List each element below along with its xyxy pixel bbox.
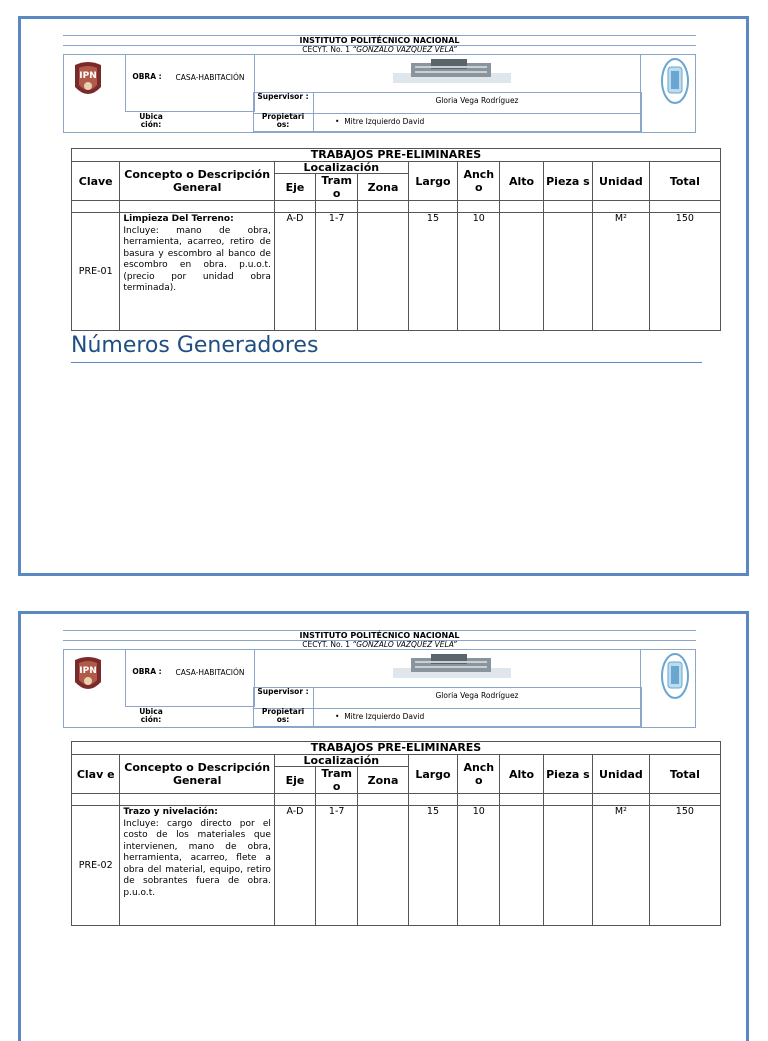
supervisor-label: Supervisor : <box>257 687 309 696</box>
row-total: 150 <box>649 806 720 926</box>
cecyt-name: CECYT. No. 1 “GONZALO VAZQUEZ VELA” <box>302 640 457 649</box>
row-piezas <box>543 806 592 926</box>
row-total: 150 <box>649 213 720 331</box>
row-tramo: 1-7 <box>316 806 358 926</box>
institute-name: INSTITUTO POLITÉCNICO NACIONAL <box>299 36 460 45</box>
col-tramo: Tram o <box>316 767 358 794</box>
col-concepto: Concepto o Descripción General <box>120 162 274 201</box>
col-localizacion: Localización <box>274 162 408 174</box>
row-ancho: 10 <box>458 806 500 926</box>
cecyt-logo-icon <box>660 652 690 700</box>
works-table-1 <box>71 148 721 331</box>
concept-body: Incluye: cargo directo por el costo de los materiales que intervienen, mano de obra, herramienta, acarreo, flete a obra del material, equipo, retiro de sobrantes fuera de obra. p.u.o.t. <box>123 818 271 898</box>
col-unidad: Unidad <box>593 755 650 794</box>
ipn-logo-icon <box>71 654 105 696</box>
ipn-logo-icon <box>71 59 105 101</box>
page-1 <box>18 16 749 576</box>
row-unidad: M² <box>593 213 650 331</box>
col-concepto: Concepto o Descripción General <box>120 755 274 794</box>
supervisor-value: Gloria Vega Rodríguez <box>435 691 519 700</box>
col-piezas: Pieza s <box>543 162 592 201</box>
col-piezas: Pieza s <box>543 755 592 794</box>
col-localizacion: Localización <box>274 755 408 767</box>
works-table-2 <box>71 741 721 926</box>
row-zona <box>358 213 408 331</box>
row-concepto <box>120 806 274 926</box>
col-tramo: Tram o <box>316 174 358 201</box>
institute-name: INSTITUTO POLITÉCNICO NACIONAL <box>299 631 460 640</box>
table-title: TRABAJOS PRE-ELIMINARES <box>72 742 721 755</box>
col-clave: Clav e <box>72 755 120 794</box>
propietarios-label: Propietari os: <box>261 112 305 129</box>
row-unidad: M² <box>593 806 650 926</box>
row-largo: 15 <box>408 806 457 926</box>
col-total: Total <box>649 755 720 794</box>
col-zona: Zona <box>358 767 408 794</box>
row-clave: PRE-02 <box>72 806 120 926</box>
ubicacion-label: Ubica ción: <box>139 112 163 129</box>
propietarios-value: • Mitre Izquierdo David <box>335 712 425 721</box>
propietarios-label: Propietari os: <box>261 707 305 724</box>
cecyt-logo-icon <box>660 57 690 105</box>
col-unidad: Unidad <box>593 162 650 201</box>
obra-value: CASA-HABITACIÓN <box>175 668 245 677</box>
row-piezas <box>543 213 592 331</box>
bullet-icon: • <box>335 117 345 126</box>
row-largo: 15 <box>408 213 457 331</box>
document-header <box>63 630 696 728</box>
row-alto <box>500 806 543 926</box>
supervisor-value: Gloria Vega Rodríguez <box>435 96 519 105</box>
col-largo: Largo <box>408 755 457 794</box>
col-alto: Alto <box>500 755 543 794</box>
obra-label: OBRA : <box>132 72 162 81</box>
document-header <box>63 35 696 133</box>
section-heading: Números Generadores <box>71 332 702 363</box>
concept-body: Incluye: mano de obra, herramienta, acarreo, retiro de basura y escombro al banco de escombro en obra. p.u.o.t. (precio por unidad obra terminada). <box>123 225 271 293</box>
row-concepto <box>120 213 274 331</box>
col-clave: Clave <box>72 162 120 201</box>
building-photo-icon <box>393 652 511 678</box>
row-ancho: 10 <box>458 213 500 331</box>
row-zona <box>358 806 408 926</box>
row-eje: A-D <box>274 213 315 331</box>
svg-text:IPN: IPN <box>79 71 97 81</box>
col-eje: Eje <box>274 767 315 794</box>
col-ancho: Anch o <box>458 755 500 794</box>
col-largo: Largo <box>408 162 457 201</box>
concept-title: Limpieza Del Terreno: <box>123 214 234 224</box>
svg-text:IPN: IPN <box>79 666 97 676</box>
cecyt-name: CECYT. No. 1 “GONZALO VAZQUEZ VELA” <box>302 45 457 54</box>
concept-title: Trazo y nivelación: <box>123 807 218 817</box>
col-ancho: Anch o <box>458 162 500 201</box>
page-2 <box>18 611 749 1041</box>
col-total: Total <box>649 162 720 201</box>
ubicacion-label: Ubica ción: <box>139 707 163 724</box>
table-title: TRABAJOS PRE-ELIMINARES <box>72 149 721 162</box>
table-row <box>72 213 721 331</box>
supervisor-label: Supervisor : <box>257 92 309 101</box>
row-alto <box>500 213 543 331</box>
col-alto: Alto <box>500 162 543 201</box>
propietarios-value: • Mitre Izquierdo David <box>335 117 425 126</box>
col-zona: Zona <box>358 174 408 201</box>
obra-value: CASA-HABITACIÓN <box>175 73 245 82</box>
row-eje: A-D <box>274 806 315 926</box>
table-row <box>72 806 721 926</box>
building-photo-icon <box>393 57 511 83</box>
bullet-icon: • <box>335 712 345 721</box>
obra-label: OBRA : <box>132 667 162 676</box>
col-eje: Eje <box>274 174 315 201</box>
row-tramo: 1-7 <box>316 213 358 331</box>
row-clave: PRE-01 <box>72 213 120 331</box>
